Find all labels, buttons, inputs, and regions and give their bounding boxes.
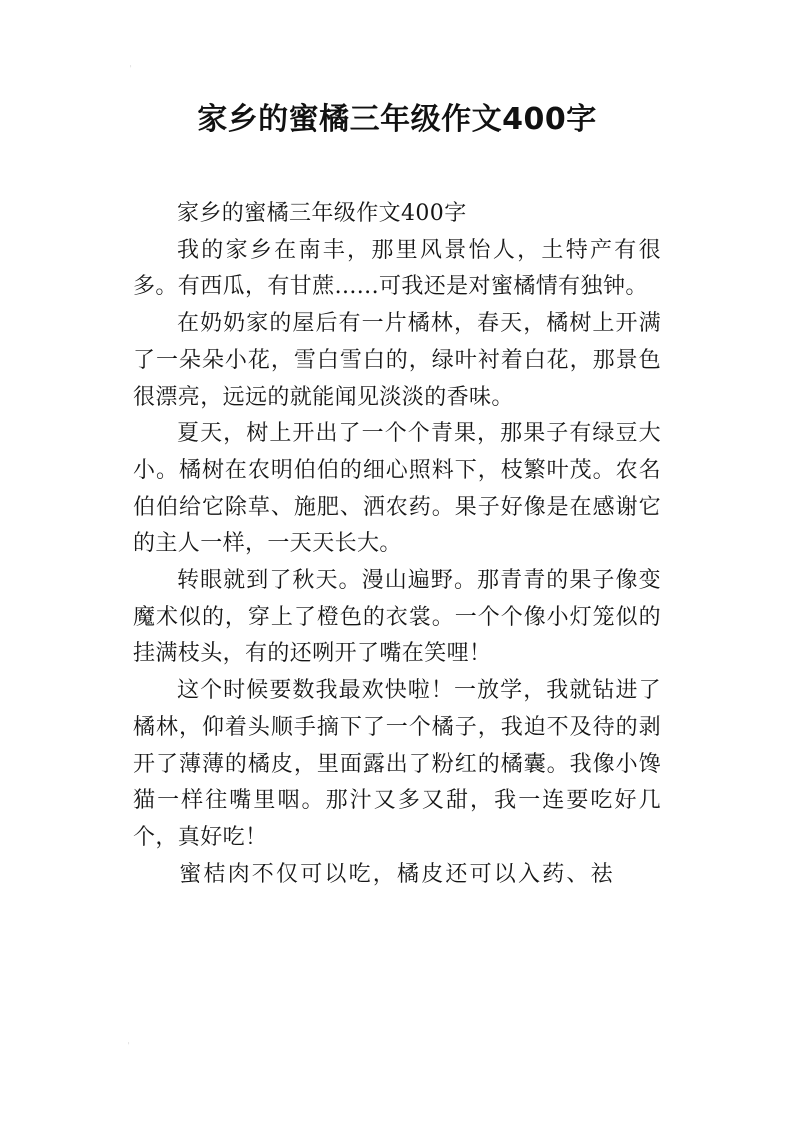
corner-crop-mark-top: ⸒ — [129, 57, 133, 68]
document-title: 家乡的蜜橘三年级作文400字 — [197, 102, 597, 137]
paragraph-harvest: 这个时候要数我最欢快啦！一放学，我就钻进了橘林，仰着头顺手摘下了一个橘子，我迫不及待的剥开了薄薄的橘皮，里面露出了粉红的橘囊。我像小馋猫一样往嘴里咽。那汁又多又甜，我一连要吃好几个，真好吃！ — [133, 678, 661, 850]
paragraph-autumn: 转眼就到了秋天。漫山遍野。那青青的果子像变魔术似的，穿上了橙色的衣裳。一个个像小灯笼似的挂满枝头，有的还咧开了嘴在笑哩！ — [133, 568, 661, 667]
paragraph-summer: 夏天，树上开出了一个个青果，那果子有绿豆大小。橘树在农明伯伯的细心照料下，枝繁叶茂。农名伯伯给它除草、施肥、洒农药。果子好像是在感谢它的主人一样，一天天长大。 — [133, 421, 661, 557]
corner-crop-mark-bottom: ⸒ — [127, 1034, 131, 1045]
paragraph-spring: 在奶奶家的屋后有一片橘林，春天，橘树上开满了一朵朵小花，雪白雪白的，绿叶衬着白花，那景色很漂亮，远远的就能闻见淡淡的香味。 — [133, 311, 661, 410]
paragraph-subtitle: 家乡的蜜橘三年级作文400字 — [177, 201, 467, 226]
paragraph-intro: 我的家乡在南丰，那里风景怡人，土特产有很多。有西瓜，有甘蔗......可我还是对蜜橘情有独钟。 — [133, 237, 661, 300]
document-body — [133, 196, 661, 893]
paragraph-uses: 蜜桔肉不仅可以吃，橘皮还可以入药、祛 — [179, 861, 615, 887]
